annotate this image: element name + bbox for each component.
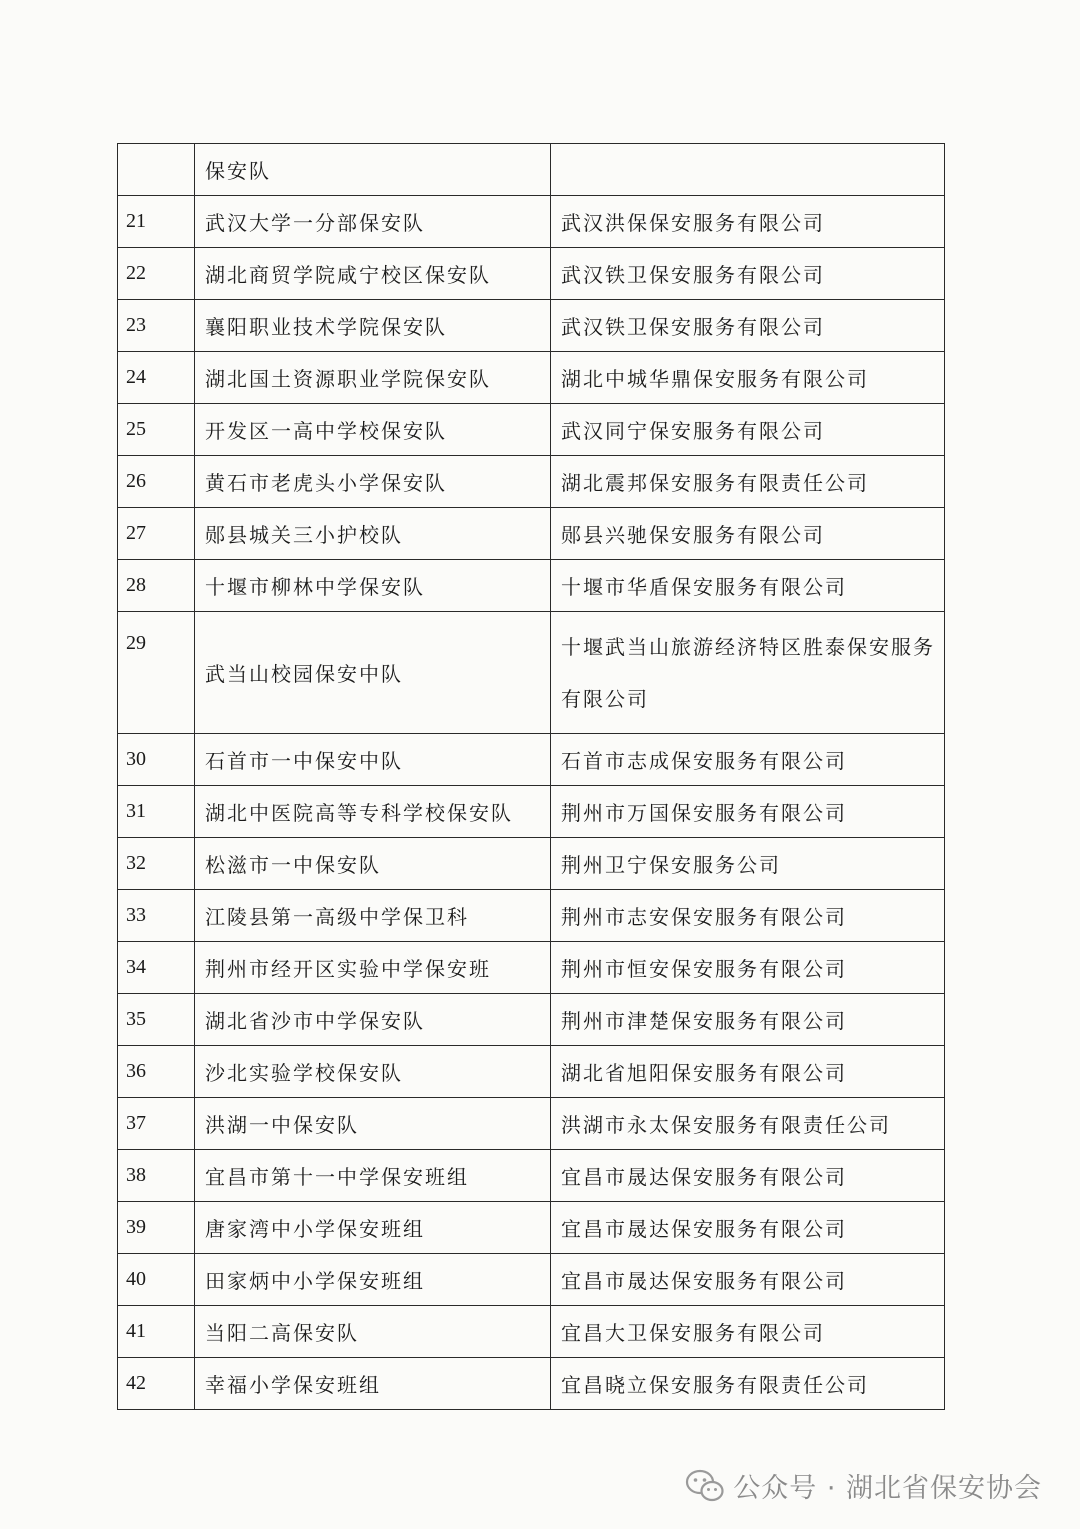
row-number: 21 xyxy=(118,196,195,248)
company-name-line: 有限公司 xyxy=(561,686,649,711)
company-name: 武汉同宁保安服务有限公司 xyxy=(551,404,945,456)
team-name: 唐家湾中小学保安班组 xyxy=(195,1202,551,1254)
row-number: 42 xyxy=(118,1358,195,1410)
team-name: 武当山校园保安中队 xyxy=(195,612,551,734)
table-row xyxy=(118,612,945,734)
team-name: 宜昌市第十一中学保安班组 xyxy=(195,1150,551,1202)
team-name: 十堰市柳林中学保安队 xyxy=(195,560,551,612)
table-row xyxy=(118,560,945,612)
company-name: 武汉铁卫保安服务有限公司 xyxy=(551,300,945,352)
team-name: 幸福小学保安班组 xyxy=(195,1358,551,1410)
table-row xyxy=(118,1358,945,1410)
company-name: 湖北震邦保安服务有限责任公司 xyxy=(551,456,945,508)
team-name: 当阳二高保安队 xyxy=(195,1306,551,1358)
team-name: 武汉大学一分部保安队 xyxy=(195,196,551,248)
row-number: 24 xyxy=(118,352,195,404)
company-name: 荆州市津楚保安服务有限公司 xyxy=(551,994,945,1046)
table-row xyxy=(118,994,945,1046)
row-number: 36 xyxy=(118,1046,195,1098)
company-name: 洪湖市永太保安服务有限责任公司 xyxy=(551,1098,945,1150)
team-name: 郧县城关三小护校队 xyxy=(195,508,551,560)
company-name: 荆州市万国保安服务有限公司 xyxy=(551,786,945,838)
company-name: 十堰市华盾保安服务有限公司 xyxy=(551,560,945,612)
team-name: 沙北实验学校保安队 xyxy=(195,1046,551,1098)
wechat-icon xyxy=(685,1468,725,1504)
table-row xyxy=(118,456,945,508)
team-name: 洪湖一中保安队 xyxy=(195,1098,551,1150)
row-number: 25 xyxy=(118,404,195,456)
company-name: 湖北中城华鼎保安服务有限公司 xyxy=(551,352,945,404)
row-number: 32 xyxy=(118,838,195,890)
row-number: 26 xyxy=(118,456,195,508)
table-row xyxy=(118,1306,945,1358)
row-number: 39 xyxy=(118,1202,195,1254)
row-number: 40 xyxy=(118,1254,195,1306)
table-row xyxy=(118,786,945,838)
row-number: 38 xyxy=(118,1150,195,1202)
company-name: 宜昌大卫保安服务有限公司 xyxy=(551,1306,945,1358)
table-row xyxy=(118,1150,945,1202)
company-name: 武汉铁卫保安服务有限公司 xyxy=(551,248,945,300)
table-row xyxy=(118,734,945,786)
wechat-watermark xyxy=(685,1466,1042,1505)
row-number: 22 xyxy=(118,248,195,300)
company-name: 荆州市志安保安服务有限公司 xyxy=(551,890,945,942)
row-number: 35 xyxy=(118,994,195,1046)
company-name: 荆州市恒安保安服务有限公司 xyxy=(551,942,945,994)
company-name: 湖北省旭阳保安服务有限公司 xyxy=(551,1046,945,1098)
row-number: 41 xyxy=(118,1306,195,1358)
company-name: 宜昌晓立保安服务有限责任公司 xyxy=(551,1358,945,1410)
company-name xyxy=(551,144,945,196)
team-name: 湖北国土资源职业学院保安队 xyxy=(195,352,551,404)
team-name: 湖北中医院高等专科学校保安队 xyxy=(195,786,551,838)
table-row xyxy=(118,1046,945,1098)
row-number: 31 xyxy=(118,786,195,838)
row-number xyxy=(118,144,195,196)
watermark-text: 公众号 · 湖北省保安协会 xyxy=(733,1473,1042,1504)
row-number: 23 xyxy=(118,300,195,352)
company-name: 宜昌市晟达保安服务有限公司 xyxy=(551,1254,945,1306)
row-number: 37 xyxy=(118,1098,195,1150)
team-name: 保安队 xyxy=(195,144,551,196)
team-name: 田家炳中小学保安班组 xyxy=(195,1254,551,1306)
company-name-line: 十堰武当山旅游经济特区胜泰保安服务 xyxy=(561,634,935,659)
company-name: 石首市志成保安服务有限公司 xyxy=(551,734,945,786)
team-name: 江陵县第一高级中学保卫科 xyxy=(195,890,551,942)
security-team-table xyxy=(117,143,945,1410)
company-name: 荆州卫宁保安服务公司 xyxy=(551,838,945,890)
table-row xyxy=(118,300,945,352)
table-row xyxy=(118,942,945,994)
row-number: 29 xyxy=(118,612,195,734)
company-name xyxy=(551,612,945,734)
row-number: 30 xyxy=(118,734,195,786)
team-name: 石首市一中保安中队 xyxy=(195,734,551,786)
team-name: 开发区一高中学校保安队 xyxy=(195,404,551,456)
table-row xyxy=(118,404,945,456)
table-row xyxy=(118,144,945,196)
row-number: 34 xyxy=(118,942,195,994)
table-row xyxy=(118,838,945,890)
team-name: 黄石市老虎头小学保安队 xyxy=(195,456,551,508)
row-number: 27 xyxy=(118,508,195,560)
table-row xyxy=(118,196,945,248)
company-name: 宜昌市晟达保安服务有限公司 xyxy=(551,1150,945,1202)
team-name: 荆州市经开区实验中学保安班 xyxy=(195,942,551,994)
row-number: 28 xyxy=(118,560,195,612)
table-row xyxy=(118,1098,945,1150)
team-name: 襄阳职业技术学院保安队 xyxy=(195,300,551,352)
company-name: 郧县兴驰保安服务有限公司 xyxy=(551,508,945,560)
team-name: 湖北商贸学院咸宁校区保安队 xyxy=(195,248,551,300)
table-row xyxy=(118,1254,945,1306)
company-name: 宜昌市晟达保安服务有限公司 xyxy=(551,1202,945,1254)
table-row xyxy=(118,508,945,560)
table-row xyxy=(118,1202,945,1254)
team-name: 湖北省沙市中学保安队 xyxy=(195,994,551,1046)
row-number: 33 xyxy=(118,890,195,942)
table-row xyxy=(118,352,945,404)
company-name: 武汉洪保保安服务有限公司 xyxy=(551,196,945,248)
table-row xyxy=(118,248,945,300)
team-name: 松滋市一中保安队 xyxy=(195,838,551,890)
table-row xyxy=(118,890,945,942)
